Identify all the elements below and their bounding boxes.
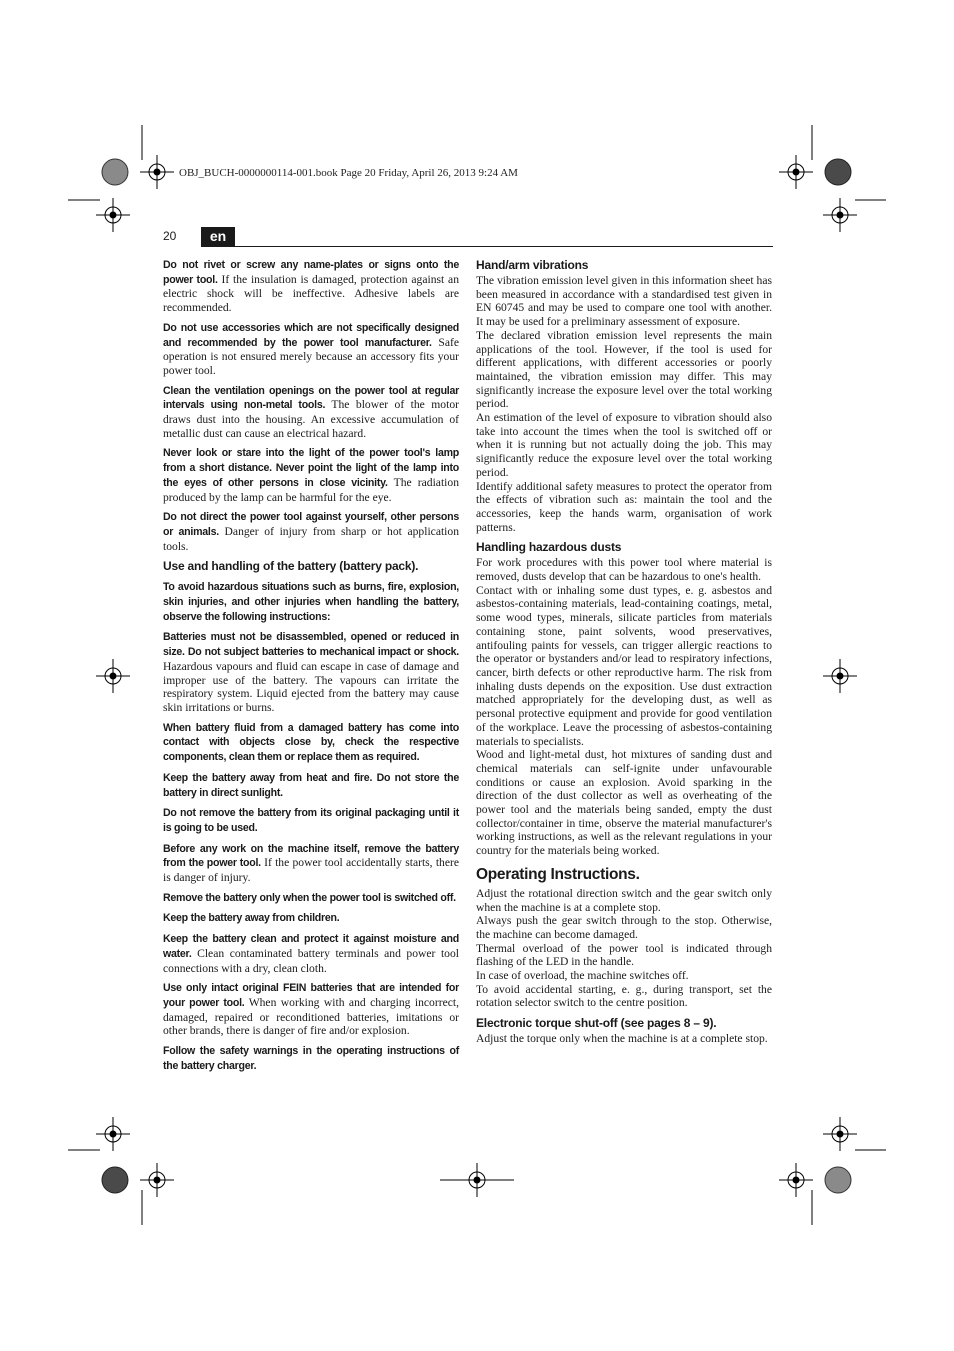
paragraph: Before any work on the machine itself, remove the battery from the power tool. If the power tool accidentally starts, there is danger of injury. <box>163 842 459 885</box>
paragraph: For work procedures with this power tool where material is removed, dusts develop that can be hazardous to one's health. <box>476 556 772 584</box>
target-br-2 <box>779 1163 813 1197</box>
paragraph: The vibration emission level given in this information sheet has been measured in accordance with a standardised test given in EN 60745 and may be used to compare one tool with another. It may be used for a preliminary assessment of exposure. <box>476 274 772 329</box>
section-heading-battery: Use and handling of the battery (battery pack). <box>163 559 419 574</box>
target-tr-2 <box>823 198 857 232</box>
target-bl-2 <box>140 1163 174 1197</box>
paragraph: Wood and light-metal dust, hot mixtures of sanding dust and chemical materials can self-ignite under unfavourable conditions or cause an explosion. Avoid sparking in the direction of the dust collector as well as overheating of the power tool and the materials being sanded, empty the dust collector/container in time, observe the material manufacturer's working instructions, as well as the relevant regulations in your country for the materials being worked. <box>476 748 772 858</box>
target-bc <box>440 1163 514 1197</box>
paragraph: Keep the battery away from heat and fire. Do not store the battery in direct sunlight. <box>163 771 459 799</box>
paragraph: Identify additional safety measures to protect the operator from the effects of vibration such as: maintain the tool and the accessories, keep the hands warm, organisation of work patterns. <box>476 479 772 534</box>
paragraph: Do not rivet or screw any name-plates or signs onto the power tool. If the insulation is damaged, protection against an electric shock will be ineffective. Adhesive labels are recommended. <box>163 259 459 315</box>
target-tl-2 <box>96 198 130 232</box>
print-slug: OBJ_BUCH-0000000114-001.book Page 20 Friday, April 26, 2013 9:24 AM <box>179 167 518 179</box>
page-number: 20 <box>163 229 177 243</box>
target-mr <box>823 659 857 693</box>
paragraph: Adjust the rotational direction switch and the gear switch only when the machine is at a complete stop. <box>476 886 772 914</box>
target-ml <box>96 659 130 693</box>
disc-tr <box>825 159 851 185</box>
paragraph: Thermal overload of the power tool is indicated through flashing of the LED in the handle. <box>476 941 772 969</box>
section-heading-operating: Operating Instructions. <box>476 865 640 883</box>
disc-bl <box>102 1167 128 1193</box>
language-badge: en <box>201 227 235 246</box>
paragraph: Keep the battery away from children. <box>163 912 340 925</box>
section-heading-dusts: Handling hazardous dusts <box>476 540 622 555</box>
paragraph: The declared vibration emission level represents the main applications of the tool. However, if the tool is used for different applications, with different accessories or poorly maintained, the vibration emission may differ. This may significantly increase the exposure level over the total working period. <box>476 328 772 411</box>
paragraph: Use only intact original FEIN batteries that are intended for your power tool. When working with and charging incorrect, damaged, repaired or reconditioned batteries, imitations or other brands, there is danger of fire and/or explosion. <box>163 982 459 1038</box>
paragraph: Clean the ventilation openings on the power tool at regular intervals using non-metal tools. The blower of the motor draws dust into the housing. An excessive accumulation of metallic dust can cause an electrical hazard. <box>163 384 459 440</box>
target-br-1 <box>823 1117 857 1151</box>
paragraph: Contact with or inhaling some dust types, e. g. asbestos and asbestos-containing materials, lead-containing coatings, metal, some wood types, minerals, silicate particles from materials containing stone, paint solvents, wood preservatives, antifouling paints for vessels, can trigger allergic reactions to the operator or bystanders and/or lead to respiratory infections, cancer, birth defects or other reproductive harm. The risk from inhaling dusts depends on the exposition. Use dust extraction matched appropriately for the developing dust, as well as personal protective equipment and provide for good ventilation of the workplace. Leave the processing of asbestos-containing materials to specialists. <box>476 583 772 748</box>
paragraph: Follow the safety warnings in the operating instructions of the battery charger. <box>163 1045 459 1072</box>
paragraph: An estimation of the level of exposure to vibration should also take into account the times when the tool is switched off or when it is running but not actually doing the job. This may significantly reduce the exposure level over the total working period. <box>476 411 772 479</box>
paragraph: Do not use accessories which are not specifically designed and recommended by the power tool manufacturer. Safe operation is not ensured merely because an accessory fits your power tool. <box>163 321 459 377</box>
target-bl-1 <box>96 1117 130 1151</box>
disc-br <box>825 1167 851 1193</box>
paragraph: Always push the gear switch through to the stop. Otherwise, the machine can become damaged. <box>476 914 772 941</box>
paragraph: Keep the battery clean and protect it against moisture and water. Clean contaminated battery terminals and power tool connections with a dry, clean cloth. <box>163 933 459 975</box>
header-rule <box>201 246 773 247</box>
left-column <box>163 258 459 1079</box>
paragraph: Do not direct the power tool against yourself, other persons or animals. Danger of injury from sharp or hot application tools. <box>163 511 460 553</box>
paragraph: Do not remove the battery from its original packaging until it is going to be used. <box>163 807 459 834</box>
paragraph: To avoid accidental starting, e. g., during transport, set the rotation selector switch to the centre position. <box>476 982 772 1010</box>
paragraph: Batteries must not be disassembled, opened or reduced in size. Do not subject batteries to mechanical impact or shock. Hazardous vapours and fluid can escape in case of damage and improper use of the battery. The vapours can irritate the respiratory system. Liquid ejected from the battery may cause skin irritations or burns. <box>163 631 459 714</box>
disc-tl <box>102 159 128 185</box>
paragraph: Adjust the torque only when the machine is at a complete stop. <box>476 1032 768 1046</box>
paragraph: Remove the battery only when the power tool is switched off. <box>163 891 456 904</box>
target-tr-1 <box>779 155 813 189</box>
target-tl-1 <box>140 155 174 189</box>
section-heading-vibrations: Hand/arm vibrations <box>476 258 589 272</box>
paragraph: To avoid hazardous situations such as burns, fire, explosion, skin injuries, and other injuries when handling the battery, observe the following instructions: <box>163 581 459 623</box>
paragraph: In case of overload, the machine switches off. <box>476 969 689 983</box>
right-column <box>476 258 772 1052</box>
section-heading-torque: Electronic torque shut-off (see pages 8 – 9). <box>476 1016 717 1031</box>
paragraph: When battery fluid from a damaged battery has come into contact with objects close by, check the respective components, clean them or replace them as required. <box>163 721 459 764</box>
paragraph: Never look or stare into the light of the power tool's lamp from a short distance. Never point the light of the lamp into the eyes of other persons in close vicinity. The radiation produced by the lamp can be harmful for the eye. <box>163 447 459 504</box>
